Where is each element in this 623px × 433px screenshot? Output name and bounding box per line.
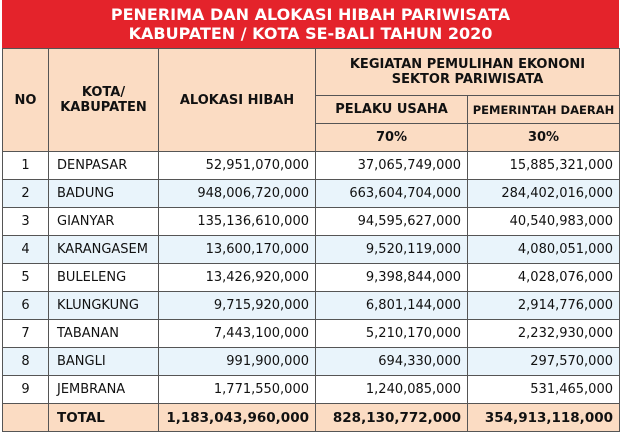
row-pemerintah: 531,465,000	[468, 376, 620, 404]
total-label: TOTAL	[49, 404, 159, 432]
row-pelaku: 694,330,000	[316, 348, 468, 376]
header-kegiatan-line-2: SEKTOR PARIWISATA	[391, 72, 544, 87]
row-alokasi: 52,951,070,000	[159, 152, 316, 180]
row-pelaku: 1,240,085,000	[316, 376, 468, 404]
table-row	[3, 208, 620, 236]
row-alokasi: 13,426,920,000	[159, 264, 316, 292]
row-pelaku: 94,595,627,000	[316, 208, 468, 236]
table-row	[3, 152, 620, 180]
row-city: DENPASAR	[49, 152, 159, 180]
row-pelaku: 37,065,749,000	[316, 152, 468, 180]
header-pemerintah-daerah: PEMERINTAH DAERAH	[468, 96, 620, 124]
header-pelaku-usaha: PELAKU USAHA	[316, 96, 468, 124]
row-no: 4	[3, 236, 49, 264]
row-city: BULELENG	[49, 264, 159, 292]
hibah-table-container	[2, 0, 619, 432]
row-no: 3	[3, 208, 49, 236]
row-pemerintah: 284,402,016,000	[468, 180, 620, 208]
table-row	[3, 180, 620, 208]
row-pelaku: 5,210,170,000	[316, 320, 468, 348]
table-row	[3, 264, 620, 292]
row-pemerintah: 40,540,983,000	[468, 208, 620, 236]
row-alokasi: 7,443,100,000	[159, 320, 316, 348]
row-pelaku: 663,604,704,000	[316, 180, 468, 208]
header-city-line-2: KABUPATEN	[60, 100, 147, 115]
total-row	[3, 404, 620, 432]
row-alokasi: 1,771,550,000	[159, 376, 316, 404]
total-pemerintah: 354,913,118,000	[468, 404, 620, 432]
row-alokasi: 948,006,720,000	[159, 180, 316, 208]
row-pemerintah: 2,232,930,000	[468, 320, 620, 348]
row-no: 6	[3, 292, 49, 320]
title-line-2: KABUPATEN / KOTA SE-BALI TAHUN 2020	[128, 24, 493, 43]
row-city: KARANGASEM	[49, 236, 159, 264]
row-pelaku: 9,520,119,000	[316, 236, 468, 264]
row-no: 1	[3, 152, 49, 180]
row-city: TABANAN	[49, 320, 159, 348]
row-city: BADUNG	[49, 180, 159, 208]
row-city: JEMBRANA	[49, 376, 159, 404]
header-pemerintah-pct: 30%	[468, 124, 620, 152]
total-alokasi: 1,183,043,960,000	[159, 404, 316, 432]
row-city: KLUNGKUNG	[49, 292, 159, 320]
table-row	[3, 320, 620, 348]
row-pemerintah: 4,028,076,000	[468, 264, 620, 292]
table-row	[3, 376, 620, 404]
header-pelaku-pct: 70%	[316, 124, 468, 152]
row-city: GIANYAR	[49, 208, 159, 236]
header-city-line-1: KOTA/	[81, 85, 126, 100]
table-row	[3, 348, 620, 376]
row-pemerintah: 297,570,000	[468, 348, 620, 376]
total-no-cell	[3, 404, 49, 432]
table-row	[3, 292, 620, 320]
hibah-table	[2, 48, 620, 432]
row-no: 8	[3, 348, 49, 376]
header-no: NO	[3, 49, 49, 152]
table-row	[3, 236, 620, 264]
row-no: 2	[3, 180, 49, 208]
row-pelaku: 6,801,144,000	[316, 292, 468, 320]
row-no: 7	[3, 320, 49, 348]
row-city: BANGLI	[49, 348, 159, 376]
header-kegiatan	[316, 49, 620, 96]
row-no: 9	[3, 376, 49, 404]
row-pemerintah: 2,914,776,000	[468, 292, 620, 320]
header-city	[49, 49, 159, 152]
header-kegiatan-line-1: KEGIATAN PEMULIHAN EKONONI	[349, 57, 586, 72]
row-alokasi: 13,600,170,000	[159, 236, 316, 264]
table-title	[2, 0, 619, 48]
row-no: 5	[3, 264, 49, 292]
row-pemerintah: 15,885,321,000	[468, 152, 620, 180]
row-alokasi: 135,136,610,000	[159, 208, 316, 236]
row-pemerintah: 4,080,051,000	[468, 236, 620, 264]
header-alokasi: ALOKASI HIBAH	[159, 49, 316, 152]
row-alokasi: 9,715,920,000	[159, 292, 316, 320]
title-line-1: PENERIMA DAN ALOKASI HIBAH PARIWISATA	[110, 5, 511, 24]
total-pelaku: 828,130,772,000	[316, 404, 468, 432]
row-alokasi: 991,900,000	[159, 348, 316, 376]
row-pelaku: 9,398,844,000	[316, 264, 468, 292]
